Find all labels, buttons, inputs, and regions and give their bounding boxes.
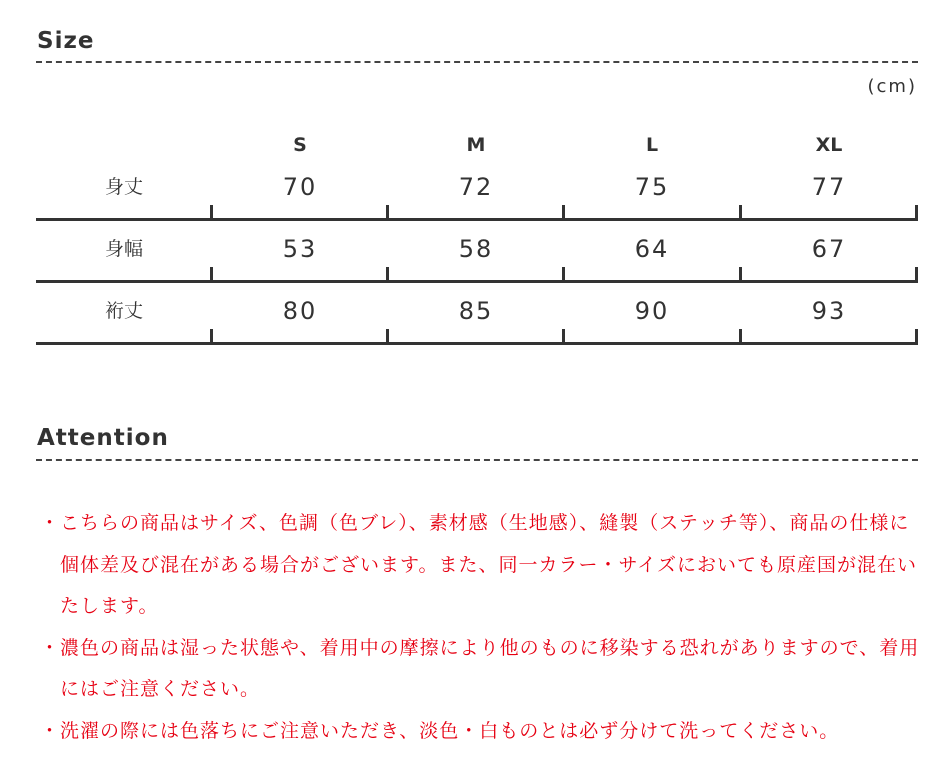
row-value: 75 [634, 173, 670, 201]
column-header-l: L [645, 134, 659, 156]
column-tick [915, 205, 918, 219]
row-value: 77 [811, 173, 847, 201]
column-tick [210, 205, 213, 219]
attention-notes [40, 503, 920, 752]
attention-note-text: 洗濯の際には色落ちにご注意いただき、淡色・白ものとは必ず分けて洗ってください。 [60, 719, 840, 742]
size-table-header [36, 128, 918, 162]
column-tick [562, 205, 565, 219]
column-tick [386, 267, 389, 281]
row-value: 70 [282, 173, 318, 201]
bullet-mark: ・ [40, 636, 61, 659]
column-header-xl: XL [815, 134, 843, 156]
column-header-m: M [466, 134, 486, 156]
column-tick [386, 205, 389, 219]
column-tick [915, 267, 918, 281]
row-divider [36, 218, 918, 221]
column-tick [562, 329, 565, 343]
size-heading: Size [37, 28, 95, 54]
bullet-mark: ・ [40, 719, 61, 742]
column-tick [739, 267, 742, 281]
attention-note-text: 濃色の商品は湿った状態や、着用中の摩擦により他のものに移染する恐れがありますので、着用にはご注意ください。 [60, 636, 920, 700]
size-row-sleeve-length [36, 286, 918, 348]
row-value: 85 [458, 297, 494, 325]
row-divider [36, 280, 918, 283]
column-tick [210, 329, 213, 343]
size-row-body-width [36, 224, 918, 286]
bullet-mark: ・ [40, 512, 61, 534]
row-label: 身丈 [104, 176, 143, 198]
column-header-s: S [293, 134, 307, 156]
column-tick [386, 329, 389, 343]
row-label: 身幅 [104, 238, 143, 260]
size-table [36, 128, 918, 348]
row-value: 67 [811, 235, 847, 263]
attention-note [40, 711, 920, 753]
row-value: 93 [811, 297, 847, 325]
column-tick [562, 267, 565, 281]
attention-note [40, 503, 920, 628]
column-tick [210, 267, 213, 281]
row-value: 90 [634, 297, 670, 325]
attention-note [40, 628, 920, 711]
attention-note-text: こちらの商品はサイズ、色調（色ブレ）、素材感（生地感）、縫製（ステッチ等）、商品の仕様に個体差及び混在がある場合がございます。また、同一カラー・サイズにおいても原産国が混在いたします。 [60, 512, 917, 617]
row-value: 53 [282, 235, 318, 263]
column-tick [739, 205, 742, 219]
row-value: 72 [458, 173, 494, 201]
row-value: 64 [634, 235, 670, 263]
row-divider [36, 342, 918, 345]
attention-heading: Attention [37, 425, 169, 451]
row-value: 80 [282, 297, 318, 325]
row-label: 裄丈 [104, 300, 143, 322]
column-tick [915, 329, 918, 343]
size-row-body-length [36, 162, 918, 224]
column-tick [739, 329, 742, 343]
size-heading-divider [36, 61, 918, 63]
unit-label: (cm) [867, 76, 917, 97]
row-value: 58 [458, 235, 494, 263]
attention-heading-divider [36, 459, 918, 461]
